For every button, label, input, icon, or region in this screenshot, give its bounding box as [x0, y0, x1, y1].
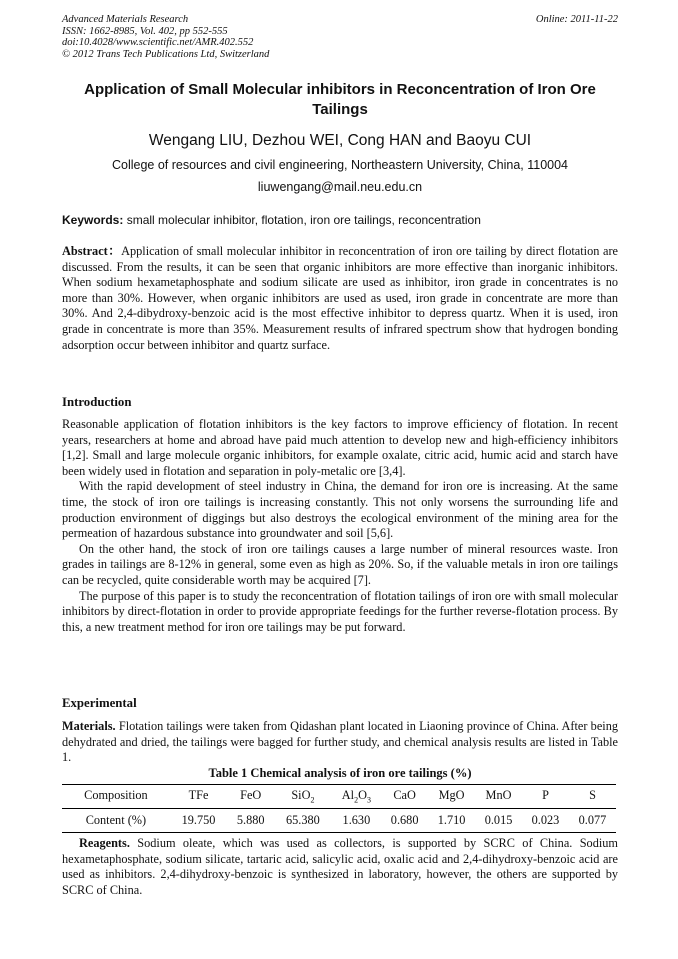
table-cell: 65.380 — [285, 813, 320, 827]
materials-text: Flotation tailings were taken from Qidashan plant located in Liaoning province of China. After being dehydrated and dried, the tailings were bagged for further study, and chemical analysis results are listed in Table 1. — [62, 719, 619, 765]
table-cell: 1.710 — [437, 813, 466, 827]
table-caption: Table 1 Chemical analysis of iron ore tailings (%) — [208, 766, 472, 780]
table-header-cell: CaO — [393, 788, 416, 803]
abstract — [62, 244, 618, 353]
table-header-cell: P — [542, 788, 549, 803]
paper-title: Application of Small Molecular inhibitors in Reconcentration of Iron Ore Tailings — [84, 81, 596, 118]
table-cell: 5.880 — [236, 813, 265, 827]
journal-name: Advanced Materials Research — [62, 14, 189, 25]
table-header-cell: SiO$_2$ — [291, 788, 315, 805]
table-cell: 1.630 — [342, 813, 371, 827]
author-list: Wengang LIU, Dezhou WEI, Cong HAN and Baoyu CUI — [148, 132, 532, 149]
table-cell: 0.023 — [531, 813, 560, 827]
table-header-cell: Composition — [84, 788, 148, 803]
affiliation: College of resources and civil engineering, Northeastern University, China, 110004 — [111, 158, 569, 172]
reagents-label: Reagents. — [79, 836, 130, 850]
introduction-body — [62, 417, 618, 635]
reagents-paragraph — [62, 836, 618, 898]
table-header-cell: TFe — [188, 788, 209, 803]
doi-line: doi:10.4028/www.scientific.net/AMR.402.552 — [62, 37, 254, 48]
materials-paragraph — [62, 719, 618, 766]
introduction-heading: Introduction — [62, 395, 132, 409]
table-cell: 0.015 — [484, 813, 513, 827]
reagents-text: Sodium oleate, which was used as collectors, is supported by SCRC of China. Sodium hexametaphosphate, sodium silicate, tartaric acid, salicylic acid, oxalic acid and 2,4-dihydroxy-benzoic acid are used as inhibitors. 2,4-dihydroxy-benzoic is synthesized in laboratory, however, the others are supported by SCRC of China. — [62, 836, 618, 897]
materials-label: Materials. — [62, 719, 116, 733]
abstract-label: Abstract： — [62, 244, 122, 258]
table-header-cell: FeO — [240, 788, 262, 803]
table-cell: 19.750 — [181, 813, 216, 827]
keywords-label: Keywords: — [62, 213, 124, 227]
chemical-analysis-table — [62, 784, 616, 833]
keywords-text: small molecular inhibitor, flotation, iron ore tailings, reconcentration — [126, 213, 481, 227]
table-header-cell: $Al_2O_3$ — [341, 788, 371, 805]
table-header-cell: MnO — [485, 788, 512, 803]
intro-paragraph: The purpose of this paper is to study the reconcentration of flotation tailings of iron ore with small molecular inhibitors by direct-flotation in order to provide appropriate feedings for the further reverse-flotation process. By this, a new treatment method for iron ore tailings may be put forward. — [62, 588, 618, 634]
table-header-cell: MgO — [438, 788, 465, 803]
intro-paragraph: With the rapid development of steel industry in China, the demand for iron ore is increasing. At the same time, the stock of iron ore tailings is increasing constantly. This not only worsens the surrounding life and production environment of diggings but also destroys the ecological environment of the mining area for the permeation of hazardous substance into groundwater and soil [5,6]. — [62, 479, 618, 541]
table-row — [62, 809, 616, 833]
table-cell: 0.077 — [578, 813, 607, 827]
author-email: liuwengang@mail.neu.edu.cn — [257, 180, 423, 194]
online-date: Online: 2011-11-22 — [535, 14, 618, 25]
intro-paragraph: On the other hand, the stock of iron ore tailings causes a large number of mineral resources waste. Iron grades in tailings are 8-12% in general, some even as high as 20%. So, if the valuable metals in iron ore tailings can be recycled, quite considerable worth may be acquired [7]. — [62, 541, 618, 587]
table-cell: Content (%) — [85, 813, 147, 827]
table-header-row — [62, 785, 616, 809]
journal-header — [62, 14, 618, 60]
experimental-heading: Experimental — [62, 696, 137, 710]
abstract-text: Application of small molecular inhibitor in reconcentration of iron ore tailing by direct flotation are discussed. From the results, it can be seen that organic inhibitors are more effective than inorganic inhibitors. When sodium hexametaphosphate and sodium silicate are used as inhibitor, iron grade in concentrates is no more than 30%. However, when organic inhibitors are used as used, iron grade in concentrate are more than 30%. And 2,4-dibydroxy-benzoic acid is the most effective inhibitor to depress quartz. When it is used, iron grade in concentrate is more than 35%. Measurement results of infrared spectrum show that hydrogen bonding adsorption occur between inhibitor and quartz surface. — [62, 244, 618, 352]
table-cell: 0.680 — [390, 813, 419, 827]
issn-line: ISSN: 1662-8985, Vol. 402, pp 552-555 — [62, 25, 228, 37]
copyright-line: © 2012 Trans Tech Publications Ltd, Switzerland — [62, 48, 270, 60]
table-header-cell: S — [589, 788, 596, 803]
keywords — [62, 213, 618, 227]
intro-paragraph: Reasonable application of flotation inhibitors is the key factors to improve efficiency of flotation. In recent years, researchers at home and abroad have paid much attention to develop new and high-efficiency inhibitors [1,2]. Small and large molecule organic inhibitors, for example oxalate, citric acid, humic acid and starch have been widely used in flotation and separation in poly-metalic ore [3,4]. — [62, 417, 618, 478]
